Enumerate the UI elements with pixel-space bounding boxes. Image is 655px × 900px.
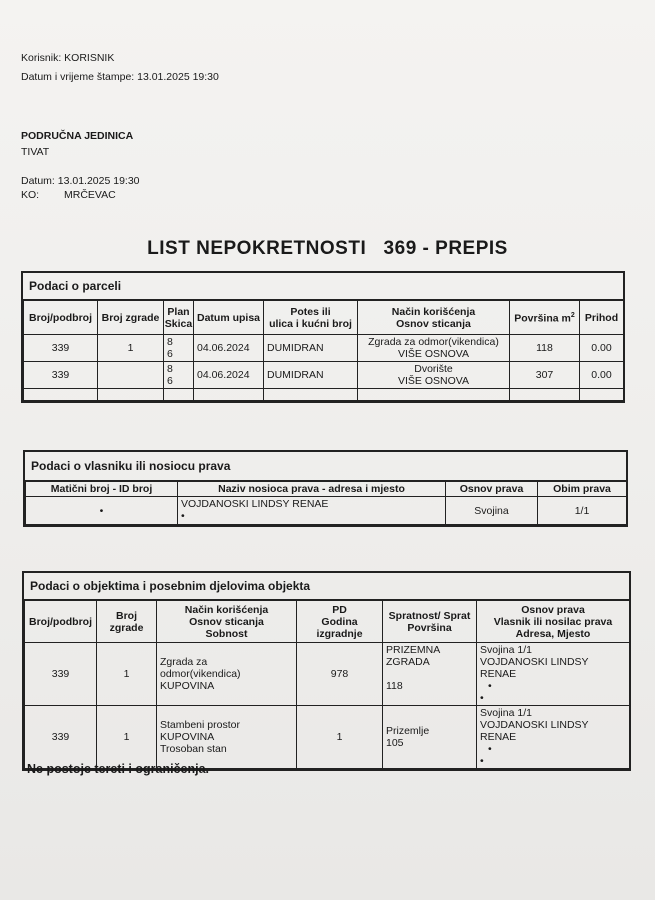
object-section-title: Podaci o objektima i posebnim djelovima objekta xyxy=(24,573,629,600)
cell-broj: 339 xyxy=(25,643,97,706)
col-datum: Datum upisa xyxy=(194,301,264,335)
table-row-empty xyxy=(24,389,624,401)
cell-zgrade: 1 xyxy=(97,706,157,769)
parcel-section xyxy=(21,271,625,403)
user-line: Korisnik: KORISNIK xyxy=(21,52,115,64)
col-osnov: Osnov prava xyxy=(446,482,538,497)
cell-nacin: Dvorište VIŠE OSNOVA xyxy=(358,362,510,389)
table-row xyxy=(24,335,624,362)
cell-nacin: Zgrada za odmor(vikendica) KUPOVINA xyxy=(157,643,297,706)
col-nacin: Način korišćenja Osnov sticanja xyxy=(358,301,510,335)
table-row xyxy=(24,362,624,389)
cell-povrsina: 118 xyxy=(510,335,580,362)
cell-plan-skica: 8 6 xyxy=(164,362,194,389)
date-line: Datum: 13.01.2025 19:30 xyxy=(21,175,140,187)
col-broj: Broj/podbroj xyxy=(24,301,98,335)
cell-prihod: 0.00 xyxy=(580,335,624,362)
col-sprat: Spratnost/ Sprat Površina xyxy=(383,601,477,643)
col-potes: Potes ili ulica i kućni broj xyxy=(264,301,358,335)
cell-zgrade: 1 xyxy=(97,643,157,706)
col-zgrade: Broj zgrade xyxy=(97,601,157,643)
col-broj: Broj/podbroj xyxy=(25,601,97,643)
col-povrsina: Površina $m^2$ xyxy=(510,301,580,335)
cell-datum: 04.06.2024 xyxy=(194,335,264,362)
owner-section-title: Podaci o vlasniku ili nosiocu prava xyxy=(25,452,626,481)
cell-plan-skica: 8 6 xyxy=(164,335,194,362)
object-table xyxy=(24,600,630,769)
col-naziv: Naziv nosioca prava - adresa i mjesto xyxy=(178,482,446,497)
col-osnov: Osnov prava Vlasnik ili nosilac prava Adresa, Mjesto xyxy=(477,601,630,643)
page-title: LIST NEPOKRETNOSTI 369 - PREPIS xyxy=(147,238,508,259)
cell-sprat: PRIZEMNA ZGRADA 118 xyxy=(383,643,477,706)
ko-line xyxy=(21,188,116,202)
parcel-section-title: Podaci o parceli xyxy=(23,273,623,300)
cell-owner: Svojina 1/1 VOJDANOSKI LINDSY RENAE • • xyxy=(477,706,630,769)
col-nacin: Način korišćenja Osnov sticanja Sobnost xyxy=(157,601,297,643)
cell-nacin: Zgrada za odmor(vikendica) VIŠE OSNOVA xyxy=(358,335,510,362)
cell-datum: 04.06.2024 xyxy=(194,362,264,389)
object-section xyxy=(22,571,631,771)
cell-pd: 1 xyxy=(297,706,383,769)
cell-obim: 1/1 xyxy=(538,497,627,525)
parcel-table xyxy=(23,300,624,401)
footer-note: Ne postoje tereti i ograničenja. xyxy=(27,762,209,776)
cell-povrsina: 307 xyxy=(510,362,580,389)
table-row xyxy=(25,643,630,706)
parcel-header-row xyxy=(24,301,624,335)
owner-table xyxy=(25,481,627,525)
table-row xyxy=(25,706,630,769)
owner-section xyxy=(23,450,628,527)
col-prihod: Prihod xyxy=(580,301,624,335)
cell-owner: Svojina 1/1 VOJDANOSKI LINDSY RENAE • • xyxy=(477,643,630,706)
ko-label: KO: xyxy=(21,189,40,201)
table-row xyxy=(26,497,627,525)
cell-potes: DUMIDRAN xyxy=(264,335,358,362)
cell-prihod: 0.00 xyxy=(580,362,624,389)
unit-name: TIVAT xyxy=(21,146,50,158)
cell-osnov: Svojina xyxy=(446,497,538,525)
cell-broj: 339 xyxy=(24,335,98,362)
col-obim: Obim prava xyxy=(538,482,627,497)
cell-potes: DUMIDRAN xyxy=(264,362,358,389)
owner-header-row xyxy=(26,482,627,497)
cell-nacin: Stambeni prostor KUPOVINA Trosoban stan xyxy=(157,706,297,769)
cell-broj: 339 xyxy=(25,706,97,769)
unit-label: PODRUČNA JEDINICA xyxy=(21,130,134,142)
cell-sprat: Prizemlje 105 xyxy=(383,706,477,769)
cell-naziv: VOJDANOSKI LINDSY RENAE • xyxy=(178,497,446,525)
col-zgrade: Broj zgrade xyxy=(98,301,164,335)
print-date-line: Datum i vrijeme štampe: 13.01.2025 19:30 xyxy=(21,71,219,83)
object-header-row xyxy=(25,601,630,643)
col-plan-skica: Plan Skica xyxy=(164,301,194,335)
ko-value: MRČEVAC xyxy=(64,189,116,201)
cell-id: • xyxy=(26,497,178,525)
col-pd: PD Godina izgradnje xyxy=(297,601,383,643)
col-id: Matični broj - ID broj xyxy=(26,482,178,497)
cell-pd: 978 xyxy=(297,643,383,706)
cell-zgrade xyxy=(98,362,164,389)
cell-zgrade: 1 xyxy=(98,335,164,362)
cell-broj: 339 xyxy=(24,362,98,389)
